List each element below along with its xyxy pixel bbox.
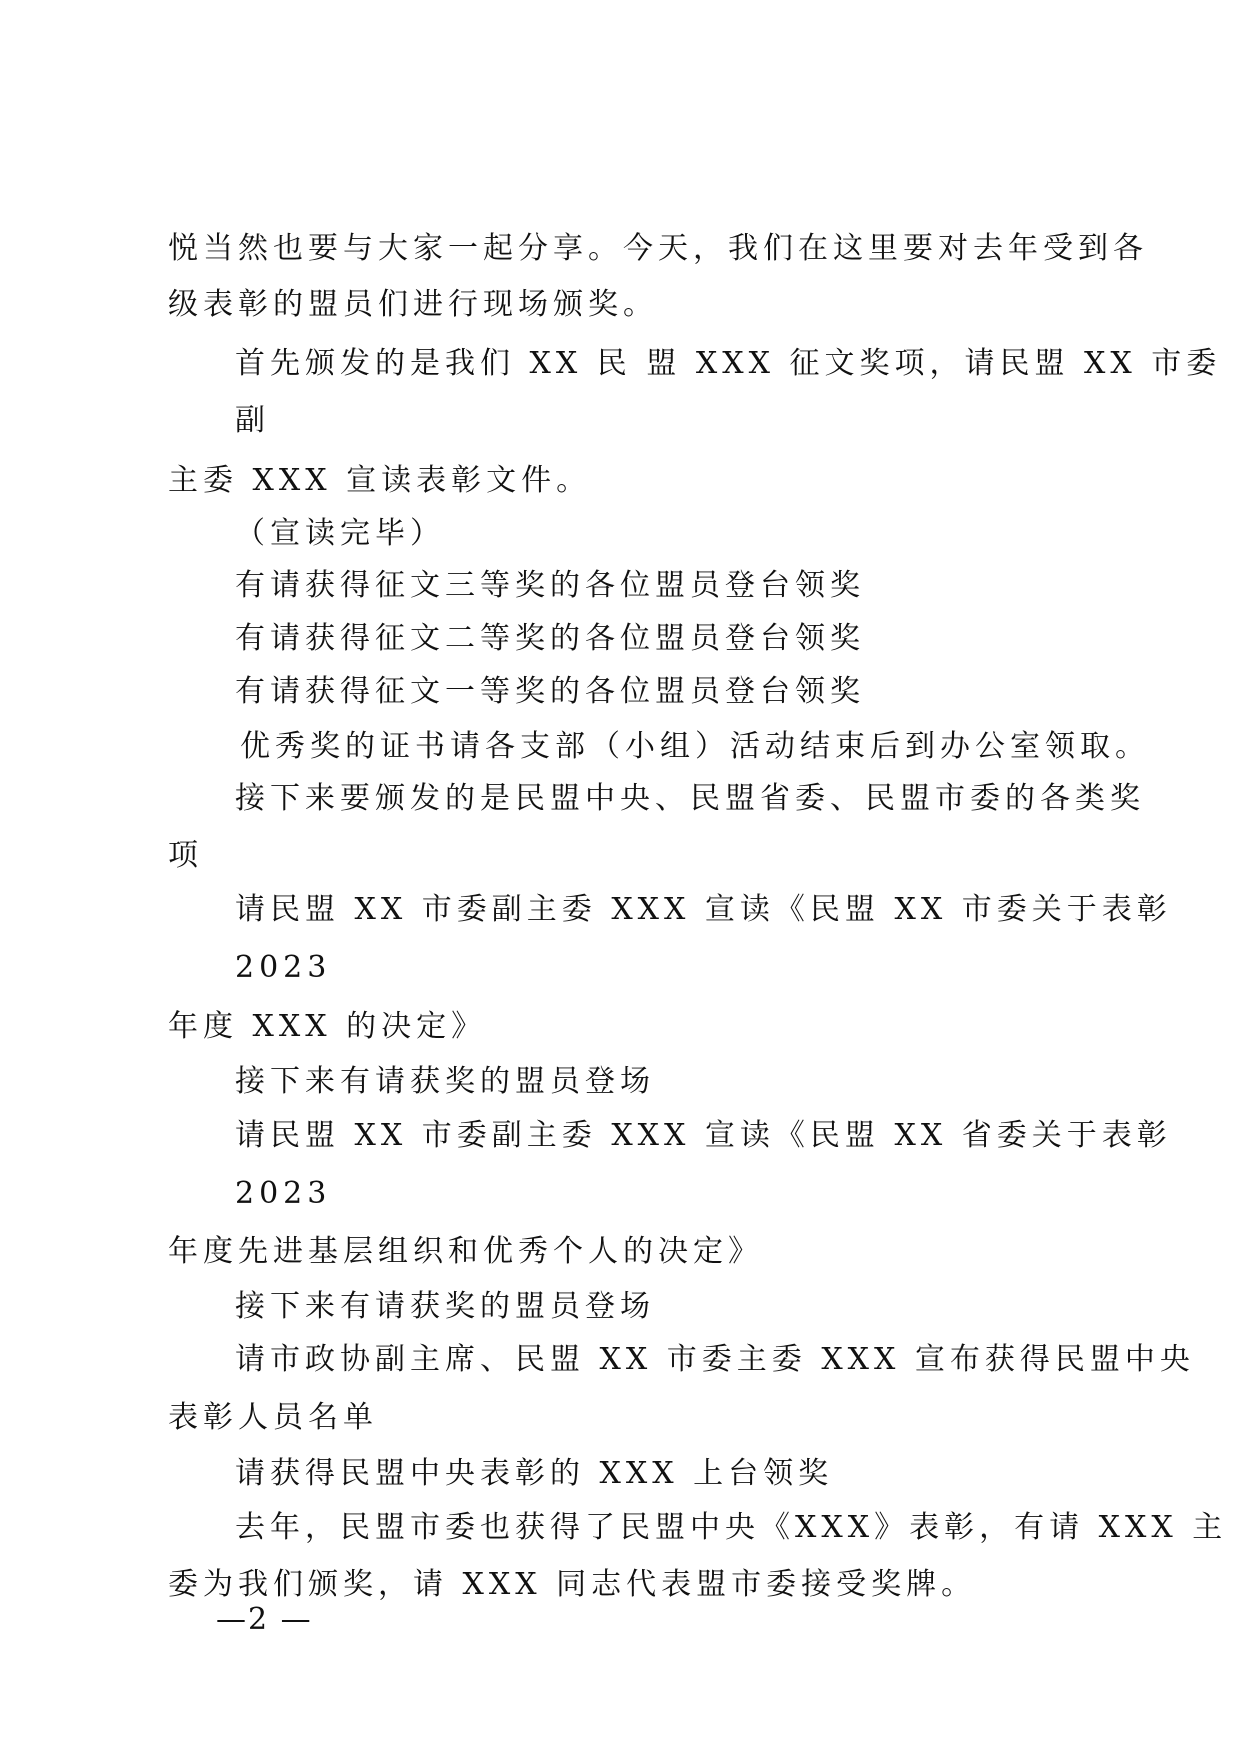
paragraph-line: 接下来有请获奖的盟员登场 <box>235 1064 655 1099</box>
paragraph-line: 请民盟 XX 市委副主委 XXX 宣读《民盟 XX 省委关于表彰 <box>235 1118 1172 1153</box>
paragraph-line: 年度先进基层组织和优秀个人的决定》 <box>168 1234 763 1269</box>
paragraph-line: 悦当然也要与大家一起分享。今天，我们在这里要对去年受到各 <box>168 231 1148 266</box>
paragraph-line: 有请获得征文一等奖的各位盟员登台领奖 <box>235 674 865 709</box>
paragraph-line: 委为我们颁奖，请 XXX 同志代表盟市委接受奖牌。 <box>168 1567 977 1602</box>
paragraph-line: 有请获得征文二等奖的各位盟员登台领奖 <box>235 621 865 656</box>
page-number: —2 — <box>216 1602 313 1637</box>
paragraph-line: 请市政协副主席、民盟 XX 市委主委 XXX 宣布获得民盟中央 <box>235 1342 1195 1377</box>
paragraph-line: （宣读完毕） <box>235 516 445 551</box>
paragraph-line: 去年，民盟市委也获得了民盟中央《XXX》表彰，有请 XXX 主 <box>235 1510 1228 1545</box>
paragraph-line: 级表彰的盟员们进行现场颁奖。 <box>168 287 658 322</box>
paragraph-line: 2023 <box>235 1176 332 1211</box>
paragraph-line: 年度 XXX 的决定》 <box>168 1009 487 1044</box>
paragraph-line: 副 <box>235 403 270 438</box>
paragraph-line: 2023 <box>235 950 332 985</box>
paragraph-line: 项 <box>168 838 203 873</box>
paragraph-line: 接下来要颁发的是民盟中央、民盟省委、民盟市委的各类奖 <box>235 781 1145 816</box>
paragraph-line: 请获得民盟中央表彰的 XXX 上台领奖 <box>235 1456 834 1491</box>
paragraph-line: 接下来有请获奖的盟员登场 <box>235 1289 655 1324</box>
paragraph-line: 请民盟 XX 市委副主委 XXX 宣读《民盟 XX 市委关于表彰 <box>235 892 1172 927</box>
paragraph-line: 优秀奖的证书请各支部（小组）活动结束后到办公室领取。 <box>240 729 1150 764</box>
paragraph-line: 表彰人员名单 <box>168 1400 378 1435</box>
paragraph-line: 首先颁发的是我们 XX 民 盟 XXX 征文奖项，请民盟 XX 市委 <box>235 346 1222 381</box>
paragraph-line: 有请获得征文三等奖的各位盟员登台领奖 <box>235 568 865 603</box>
paragraph-line: 主委 XXX 宣读表彰文件。 <box>168 463 592 498</box>
